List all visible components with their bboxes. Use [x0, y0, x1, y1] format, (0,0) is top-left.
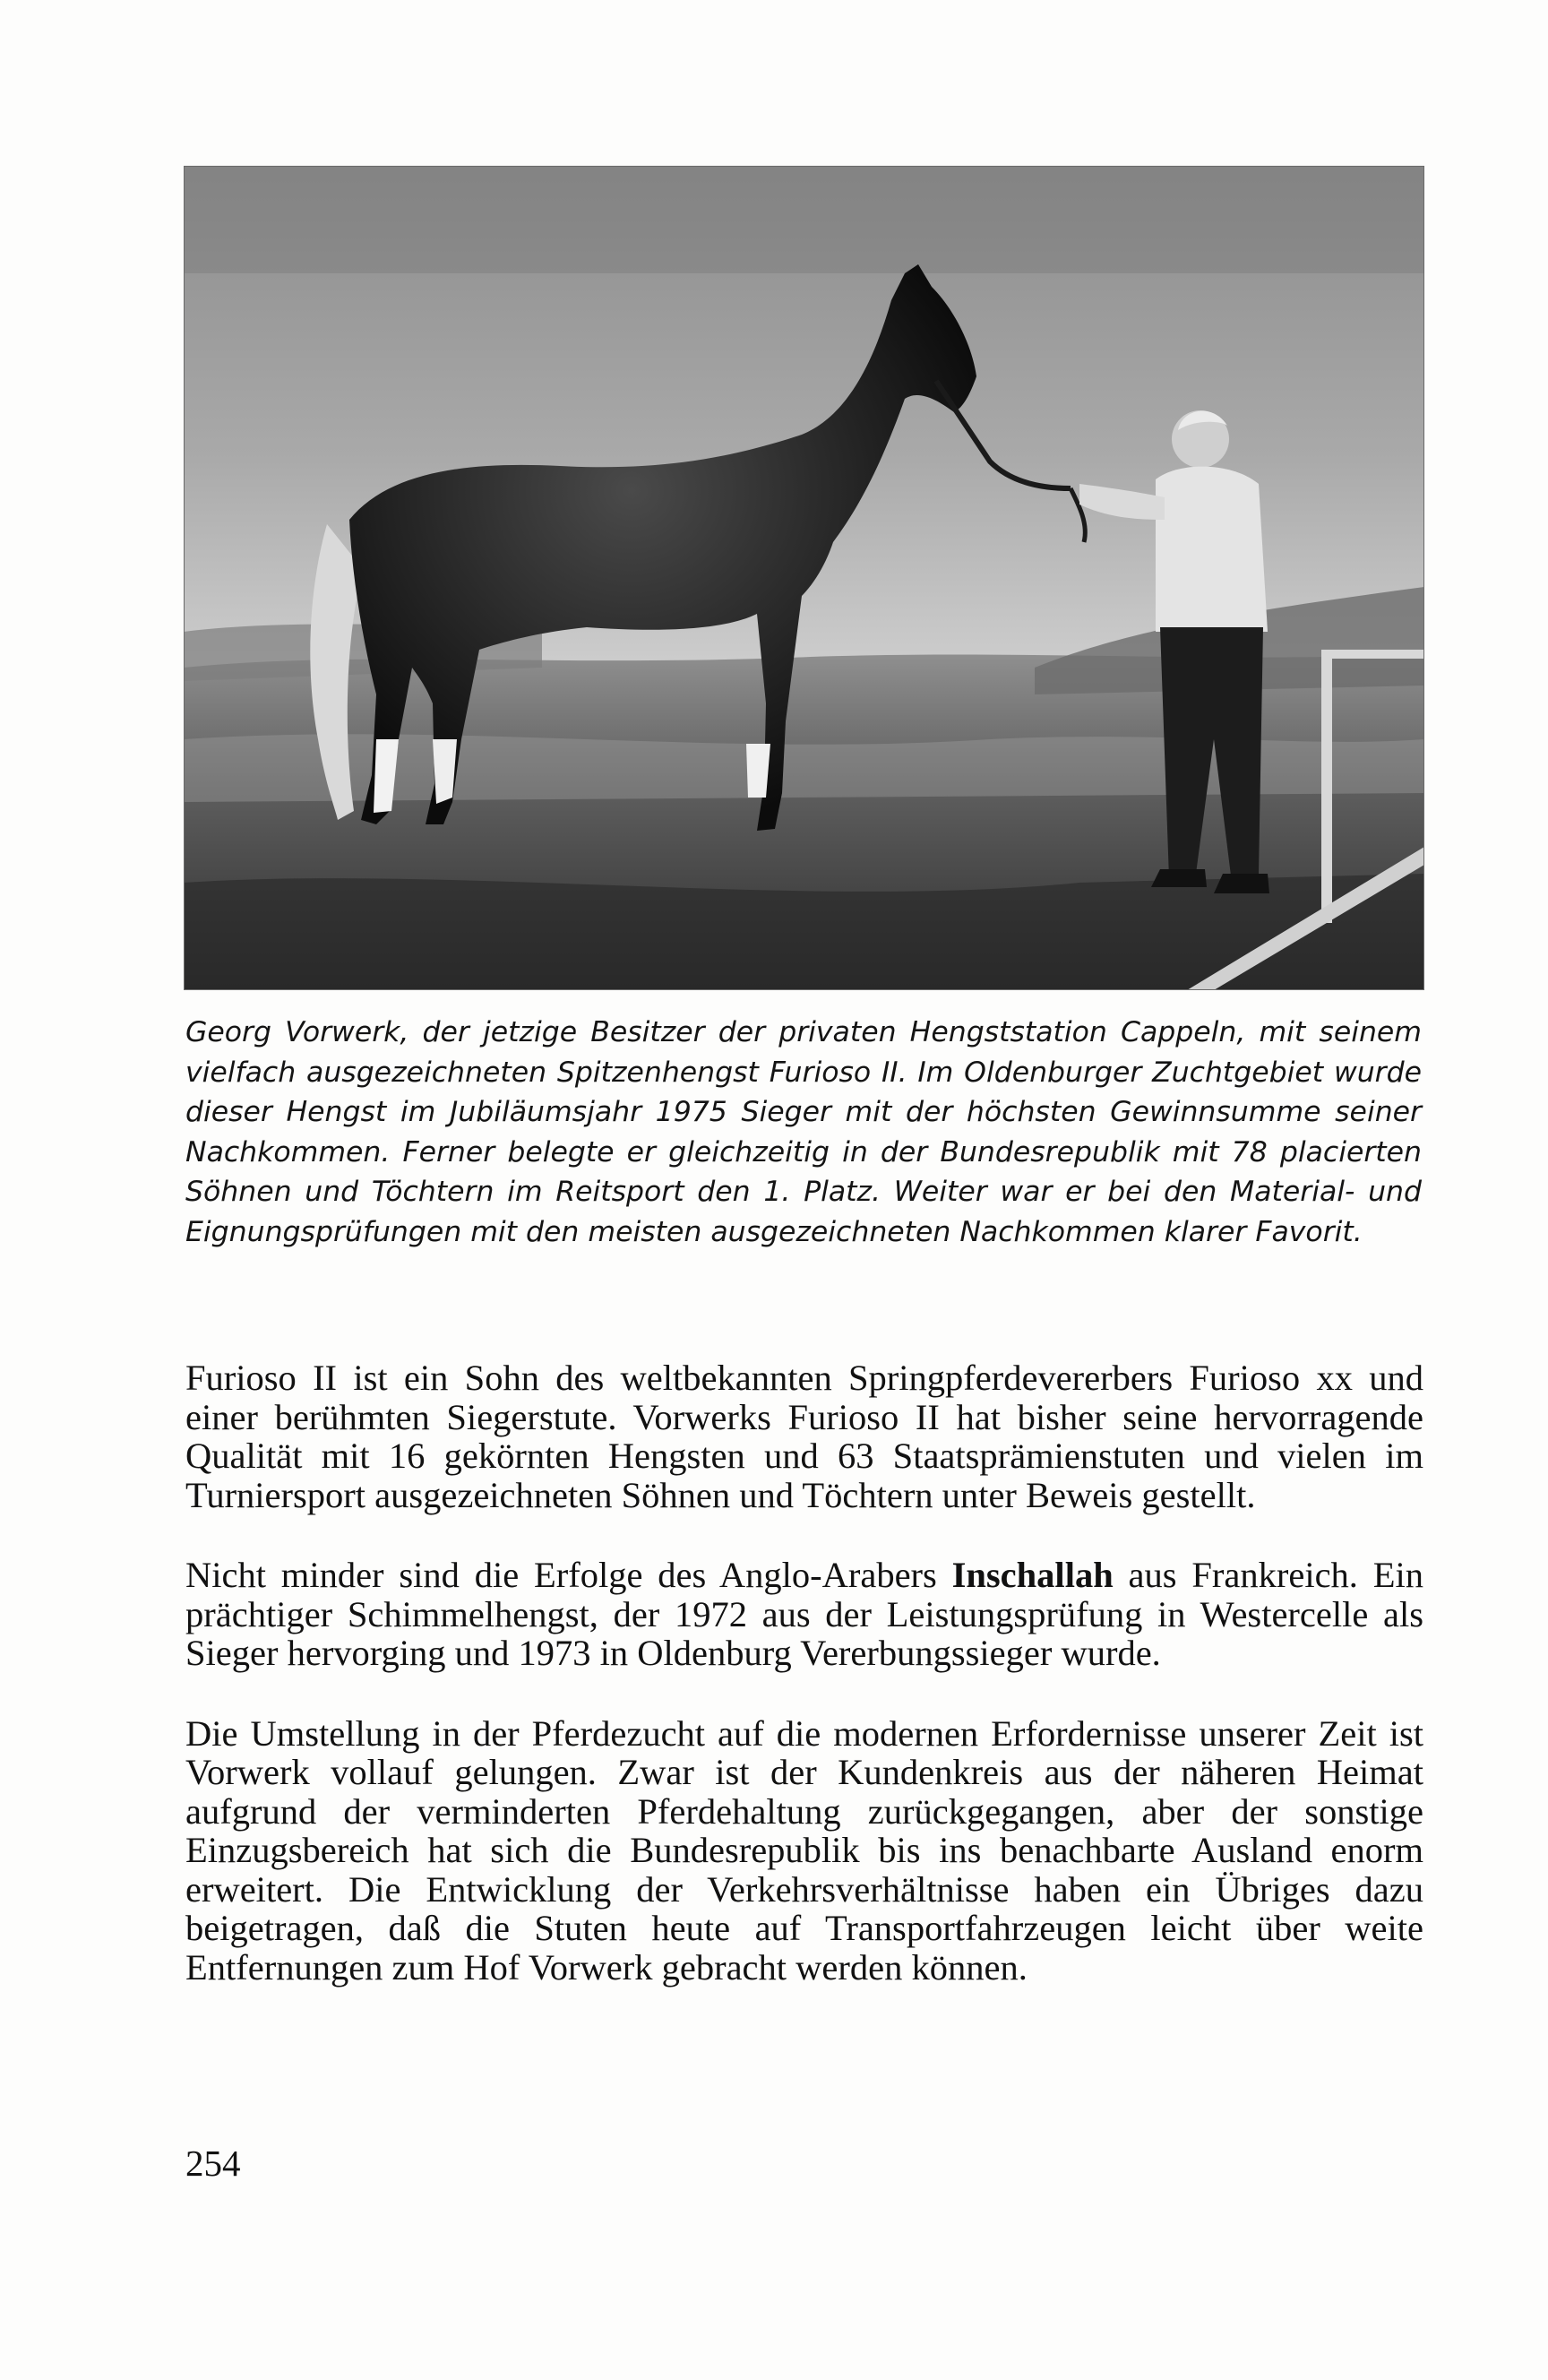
horse-photo-illustration: [184, 166, 1424, 990]
body-text: [185, 1358, 1423, 2028]
photo-horse-with-handler: [184, 166, 1424, 990]
paragraph-inschallah-start: Nicht minder sind die Erfolge des Anglo-Arabers: [185, 1555, 952, 1595]
horse-name-inschallah: Inschallah: [951, 1555, 1114, 1595]
photo-caption: Georg Vorwerk, der jetzige Besitzer der privaten Hengststation Cappeln, mit seinem vielfach ausgezeichneten Spitzenhengst Furioso II. Im Oldenburger Zuchtgebiet wurde dieser Hengst im Jubiläumsjahr 1975 Sieger mit der höchsten Gewinnsumme seiner Nachkommen. Ferner belegte er gleichzeitig in der Bundesrepublik mit 78 placierten Söhnen und Töchtern im Reitsport den 1. Platz. Weiter war er bei den Material- und Eignungsprüfungen mit den meisten ausgezeichneten Nachkommen klarer Favorit.: [185, 1016, 1422, 1248]
paragraph-inschallah: [185, 1556, 1423, 1673]
paragraph-umstellung: Die Umstellung in der Pferdezucht auf die modernen Erfordernisse unserer Zeit ist Vorwerk vollauf gelungen. Zwar ist der Kundenkreis aus der näheren Heimat aufgrund der verminderten Pferdehaltung zurückgegangen, aber der sonstige Einzugsbereich hat sich die Bundesrepublik bis ins benachbarte Ausland enorm erweitert. Die Entwicklung der Verkehrsverhältnisse haben ein Übriges dazu beigetragen, daß die Stuten heute auf Transportfahrzeugen leicht über weite Entfernungen zum Hof Vorwerk gebracht werden können.: [185, 1712, 1423, 1988]
handler-shoe-right: [1214, 874, 1269, 893]
paragraph-inschallah-end: aus Frankreich. Ein prächtiger Schimmelhengst, der 1972 aus der Leistungsprüfung in Westercelle als Sieger hervorging und 1973 in Oldenburg Vererbungssieger wurde.: [185, 1555, 1423, 1673]
handler-shoe-left: [1151, 869, 1207, 887]
handler-shirt: [1156, 467, 1268, 632]
fence-rail-top: [1321, 650, 1424, 659]
paragraph-furioso: Furioso II ist ein Sohn des weltbekannten Springpferdevererbers Furioso xx und einer berühmten Siegerstute. Vorwerks Furioso II hat bisher seine hervorragende Qualität mit 16 gekörnten Hengsten und 63 Staatsprämienstuten und vielen im Turniersport ausgezeichneten Söhnen und Töchtern unter Beweis gestellt.: [185, 1358, 1423, 1515]
page-number: 254: [185, 2143, 241, 2184]
fence-post: [1321, 654, 1332, 923]
